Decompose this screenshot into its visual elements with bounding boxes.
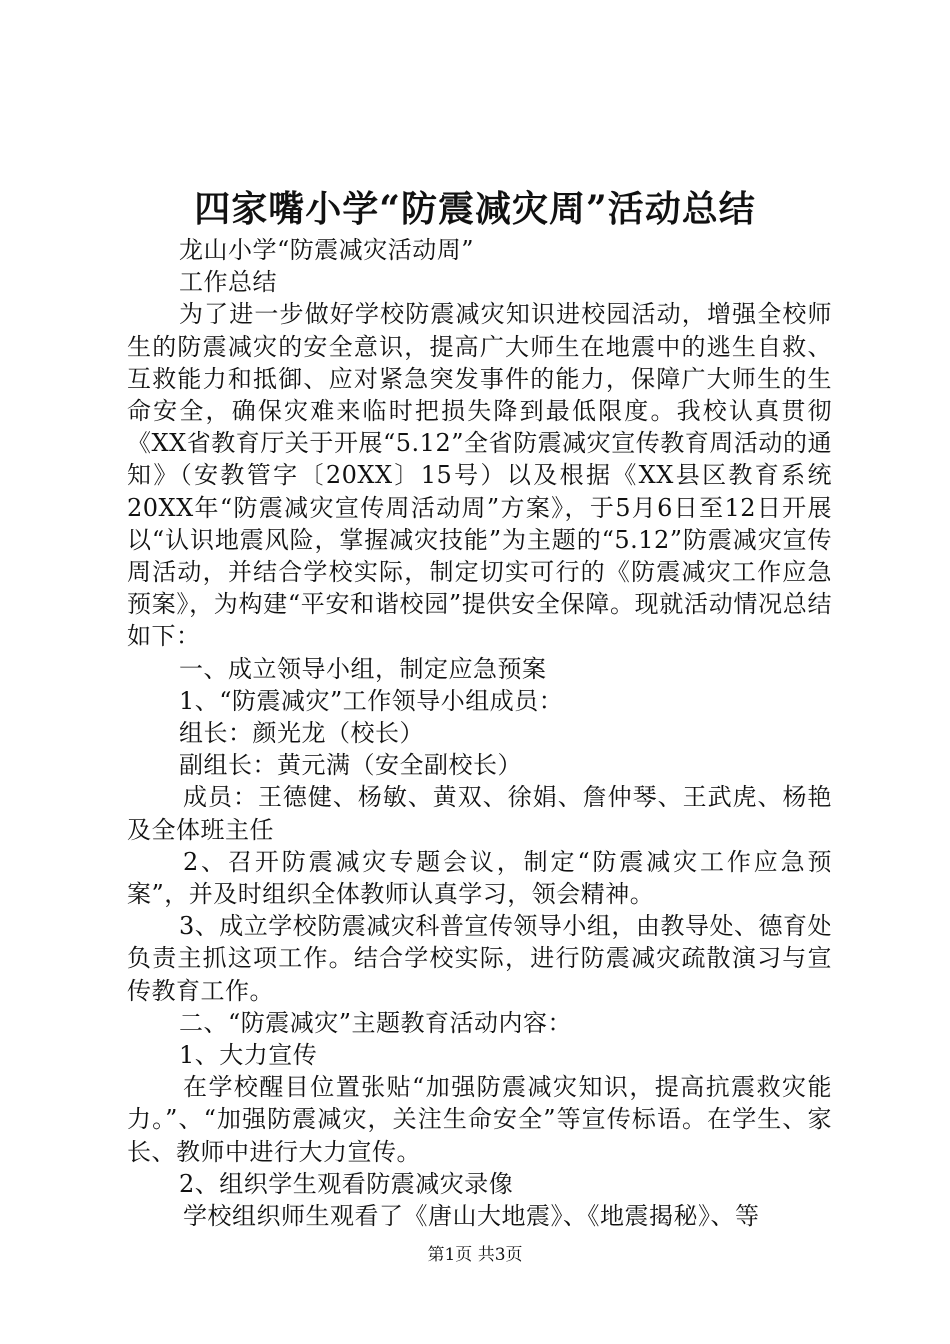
- paragraph: 2、召开防震减灾专题会议，制定“防震减灾工作应急预案”，并及时组织全体教师认真学习，领会精神。: [127, 847, 832, 909]
- section-heading: 一、成立领导小组，制定应急预案: [179, 654, 547, 683]
- paragraph: 龙山小学“防震减灾活动周”: [179, 236, 475, 264]
- paragraph: 1、“防震减灾”工作领导小组成员：: [179, 686, 564, 715]
- page-number: 第1页 共3页: [427, 1245, 523, 1265]
- section-heading: 二、“防震减灾”主题教育活动内容：: [179, 1008, 573, 1037]
- paragraph: 工作总结: [179, 268, 277, 297]
- paragraph: 为了进一步做好学校防震减灾知识进校园活动，增强全校师生的防震减灾的安全意识，提高广大师生在地震中的逃生自救、互救能力和抵御、应对紧急突发事件的能力，保障广大师生的生命安全，确保灾难来临时把损失降到最低限度。我校认真贯彻《XX省教育厅关于开展“5.12”全省防震减灾宣传教育周活动的通知》（安教管字〔20XX〕15号）以及根据《XX县区教育系统20XX年“防震减灾宣传周活动周”方案》，于5月6日至12日开展以“认识地震风险，掌握减灾技能”为主题的“5.12”防震减灾宣传周活动，并结合学校实际，制定切实可行的《防震减灾工作应急预案》，为构建“平安和谐校园”提供安全保障。现就活动情况总结如下：: [127, 300, 832, 651]
- paragraph: 3、成立学校防震减灾科普宣传领导小组，由教导处、德育处负责主抓这项工作。结合学校实际，进行防震减灾疏散演习与宣传教育工作。: [127, 912, 832, 1005]
- paragraph: 成员：王德健、杨敏、黄双、徐娟、詹仲琴、王武虎、杨艳及全体班主任: [127, 783, 832, 844]
- paragraph: 在学校醒目位置张贴“加强防震减灾知识，提高抗震救灾能力。”、“加强防震减灾，关注生命安全”等宣传标语。在学生、家长、教师中进行大力宣传。: [127, 1073, 832, 1166]
- document-body: [127, 234, 832, 1232]
- paragraph: 1、大力宣传: [179, 1041, 318, 1070]
- document-title: 四家嘴小学“防震减灾周”活动总结: [194, 188, 756, 230]
- paragraph: 组长：颜光龙（校长）: [179, 719, 424, 748]
- paragraph: 副组长：黄元满（安全副校长）: [179, 751, 522, 780]
- paragraph: 学校组织师生观看了《唐山大地震》、《地震揭秘》、等: [183, 1202, 760, 1231]
- paragraph: 2、组织学生观看防震减灾录像: [179, 1169, 514, 1198]
